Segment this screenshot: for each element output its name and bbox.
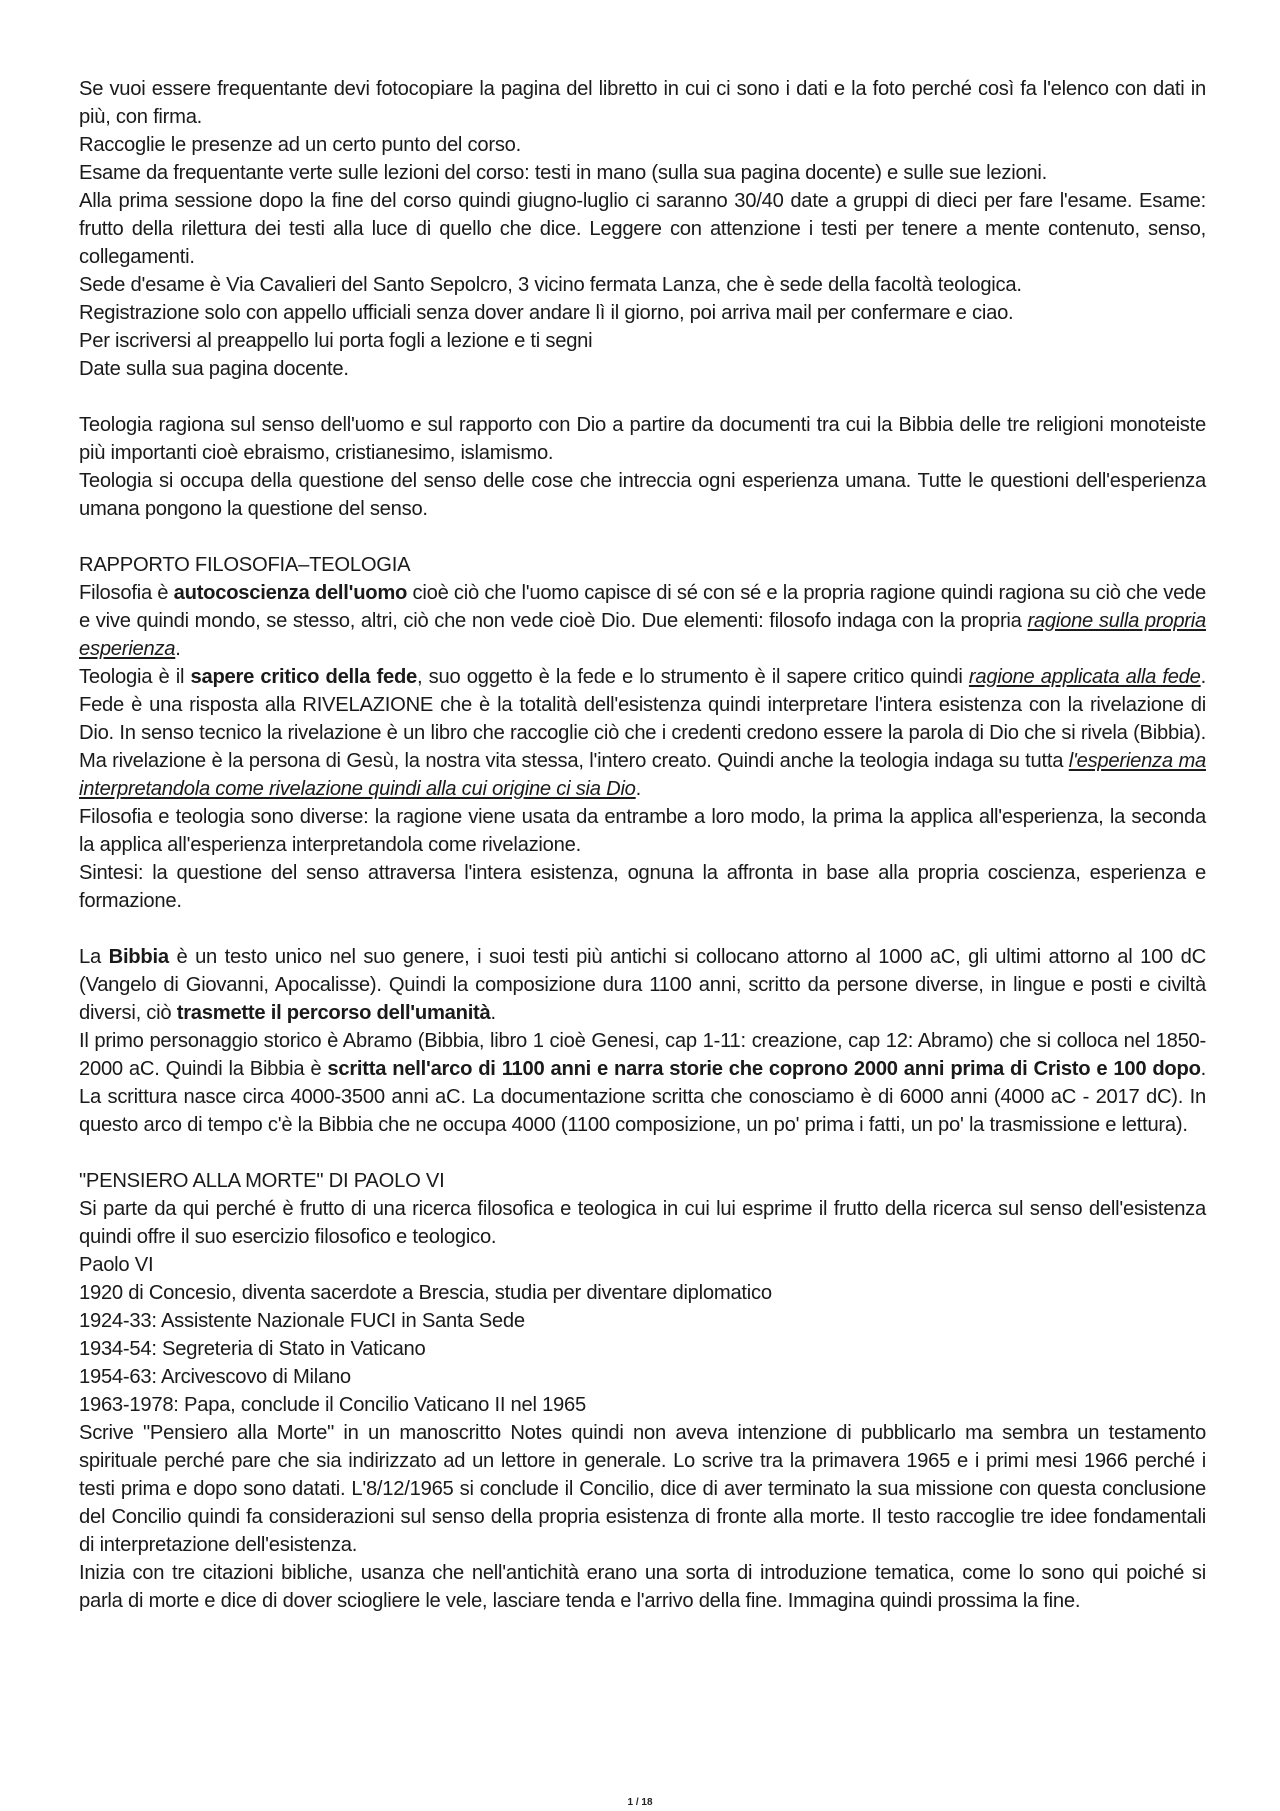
- paragraph: Esame da frequentante verte sulle lezioni del corso: testi in mano (sulla sua pagina docente) e sulle sue lezioni.: [79, 162, 1047, 184]
- bold-term: scritta nell'arco di 1100 anni e narra storie che coprono 2000 anni prima di Cristo e 100 dopo: [327, 1058, 1201, 1080]
- underlined-phrase: l'esperienza ma interpretandola come rivelazione quindi alla cui origine ci sia Dio: [79, 750, 1206, 800]
- bold-term: trasmette il percorso dell'umanità: [176, 1002, 491, 1024]
- paragraph-abramo: Il primo personaggio storico è Abramo (Bibbia, libro 1 cioè Genesi, cap 1-11: creazione, cap 12: Abramo) che si colloca nel 1850-2000 aC. Quindi la Bibbia è scritta nell'arco di 1100 anni e narra storie che coprono 2000 anni prima di Cristo e 100 dopo. La scrittura nasce circa 4000-3500 anni aC. La documentazione scritta che conosciamo è di 6000 anni (4000 aC - 2017 dC). In questo arco di tempo c'è la Bibbia che ne occupa 4000 (1100 composizione, un po' prima i fatti, un po' la trasmissione e lettura).: [79, 1030, 1207, 1136]
- paragraph-filosofia: Filosofia è autocoscienza dell'uomo cioè ciò che l'uomo capisce di sé con sé e la propria ragione quindi ragiona su ciò che vede e vive quindi mondo, se stesso, altri, ciò che non vede cioè Dio. Due elementi: filosofo indaga con la propria ragione sulla propria esperienza.: [79, 582, 1206, 660]
- timeline-entry: 1934-54: Segreteria di Stato in Vaticano: [79, 1338, 426, 1360]
- paragraph: Registrazione solo con appello ufficiali senza dover andare lì il giorno, poi arriva mail per confermare e ciao.: [79, 302, 1014, 324]
- paragraph: Si parte da qui perché è frutto di una ricerca filosofica e teologica in cui lui esprime il frutto della ricerca sul senso dell'esistenza quindi offre il suo esercizio filosofico e teologico.: [79, 1198, 1206, 1248]
- paragraph: Alla prima sessione dopo la fine del corso quindi giugno-luglio ci saranno 30/40 date a gruppi di dieci per fare l'esame. Esame: frutto della rilettura dei testi alla luce di quello che dice. Leggere con attenzione i testi per tenere a mente contenuto, senso, collegamenti.: [79, 190, 1206, 268]
- paragraph: Se vuoi essere frequentante devi fotocopiare la pagina del libretto in cui ci sono i dati e la foto perché così fa l'elenco con dati in più, con firma.: [79, 78, 1206, 128]
- paragraph: Scrive "Pensiero alla Morte" in un manoscritto Notes quindi non aveva intenzione di pubblicarlo ma sembra un testamento spirituale perché pare che sia indirizzato ad un lettore in generale. Lo scrive tra la primavera 1965 e i primi mesi 1966 perché i testi prima e dopo sono datati. L'8/12/1965 si conclude il Concilio, dice di aver terminato la sua missione con questa conclusione del Concilio quindi fa considerazioni sul senso della propria esistenza di fronte alla morte. Il testo raccoglie tre idee fondamentali di interpretazione dell'esistenza.: [79, 1422, 1206, 1556]
- paragraph: Sede d'esame è Via Cavalieri del Santo Sepolcro, 3 vicino fermata Lanza, che è sede della facoltà teologica.: [79, 274, 1022, 296]
- section-heading: RAPPORTO FILOSOFIA–TEOLOGIA: [79, 554, 411, 576]
- page-number: 1 / 18: [627, 1797, 653, 1808]
- paragraph: Teologia ragiona sul senso dell'uomo e sul rapporto con Dio a partire da documenti tra cui la Bibbia delle tre religioni monoteiste più importanti cioè ebraismo, cristianesimo, islamismo.: [79, 414, 1206, 464]
- paragraph-bibbia: La Bibbia è un testo unico nel suo genere, i suoi testi più antichi si collocano attorno al 1000 aC, gli ultimi attorno al 100 dC (Vangelo di Giovanni, Apocalisse). Quindi la composizione dura 1100 anni, scritto da persone diverse, in lingue e posti e civiltà diversi, ciò trasmette il percorso dell'umanità.: [79, 946, 1206, 1024]
- paragraph: Teologia si occupa della questione del senso delle cose che intreccia ogni esperienza umana. Tutte le questioni dell'esperienza umana pongono la questione del senso.: [79, 470, 1206, 520]
- section-heading: "PENSIERO ALLA MORTE" DI PAOLO VI: [79, 1170, 445, 1192]
- blank-line: [79, 915, 1206, 943]
- underlined-phrase: ragione applicata alla fede: [968, 666, 1201, 688]
- bold-term: sapere critico della fede: [190, 666, 418, 688]
- paragraph: Raccoglie le presenze ad un certo punto del corso.: [79, 134, 521, 156]
- bold-term: Bibbia: [108, 946, 169, 968]
- timeline-entry: 1920 di Concesio, diventa sacerdote a Brescia, studia per diventare diplomatico: [79, 1282, 772, 1304]
- blank-line: [79, 523, 1206, 551]
- blank-line: [79, 1139, 1206, 1167]
- timeline-entry: 1924-33: Assistente Nazionale FUCI in Santa Sede: [79, 1310, 525, 1332]
- paragraph: Per iscriversi al preappello lui porta fogli a lezione e ti segni: [79, 330, 593, 352]
- underlined-phrase: ragione sulla propria esperienza: [79, 610, 1206, 660]
- paragraph: Inizia con tre citazioni bibliche, usanza che nell'antichità erano una sorta di introduzione tematica, come lo sono qui poiché si parla di morte e dice di dover sciogliere le vele, lasciare tenda e l'arrivo della fine. Immagina quindi prossima la fine.: [79, 1562, 1206, 1612]
- bold-term: autocoscienza dell'uomo: [173, 582, 408, 604]
- timeline-entry: 1954-63: Arcivescovo di Milano: [79, 1366, 351, 1388]
- paragraph: Date sulla sua pagina docente.: [79, 358, 349, 380]
- timeline-entry: 1963-1978: Papa, conclude il Concilio Vaticano II nel 1965: [79, 1394, 586, 1416]
- blank-line: [79, 383, 1206, 411]
- person-name: Paolo VI: [79, 1254, 154, 1276]
- paragraph: Filosofia e teologia sono diverse: la ragione viene usata da entrambe a loro modo, la prima la applica all'esperienza, la seconda la applica all'esperienza interpretandola come rivelazione.: [79, 806, 1206, 856]
- paragraph: Sintesi: la questione del senso attraversa l'intera esistenza, ognuna la affronta in base alla propria coscienza, esperienza e formazione.: [79, 862, 1206, 912]
- paragraph-teologia: Teologia è il sapere critico della fede, suo oggetto è la fede e lo strumento è il sapere critico quindi ragione applicata alla fede. Fede è una risposta alla RIVELAZIONE che è la totalità dell'esistenza quindi interpretare l'intera esistenza con la rivelazione di Dio. In senso tecnico la rivelazione è un libro che raccoglie ciò che i credenti credono essere la parola di Dio che si rivela (Bibbia). Ma rivelazione è la persona di Gesù, la nostra vita stessa, l'intero creato. Quindi anche la teologia indaga su tutta l'esperienza ma interpretandola come rivelazione quindi alla cui origine ci sia Dio.: [79, 666, 1206, 800]
